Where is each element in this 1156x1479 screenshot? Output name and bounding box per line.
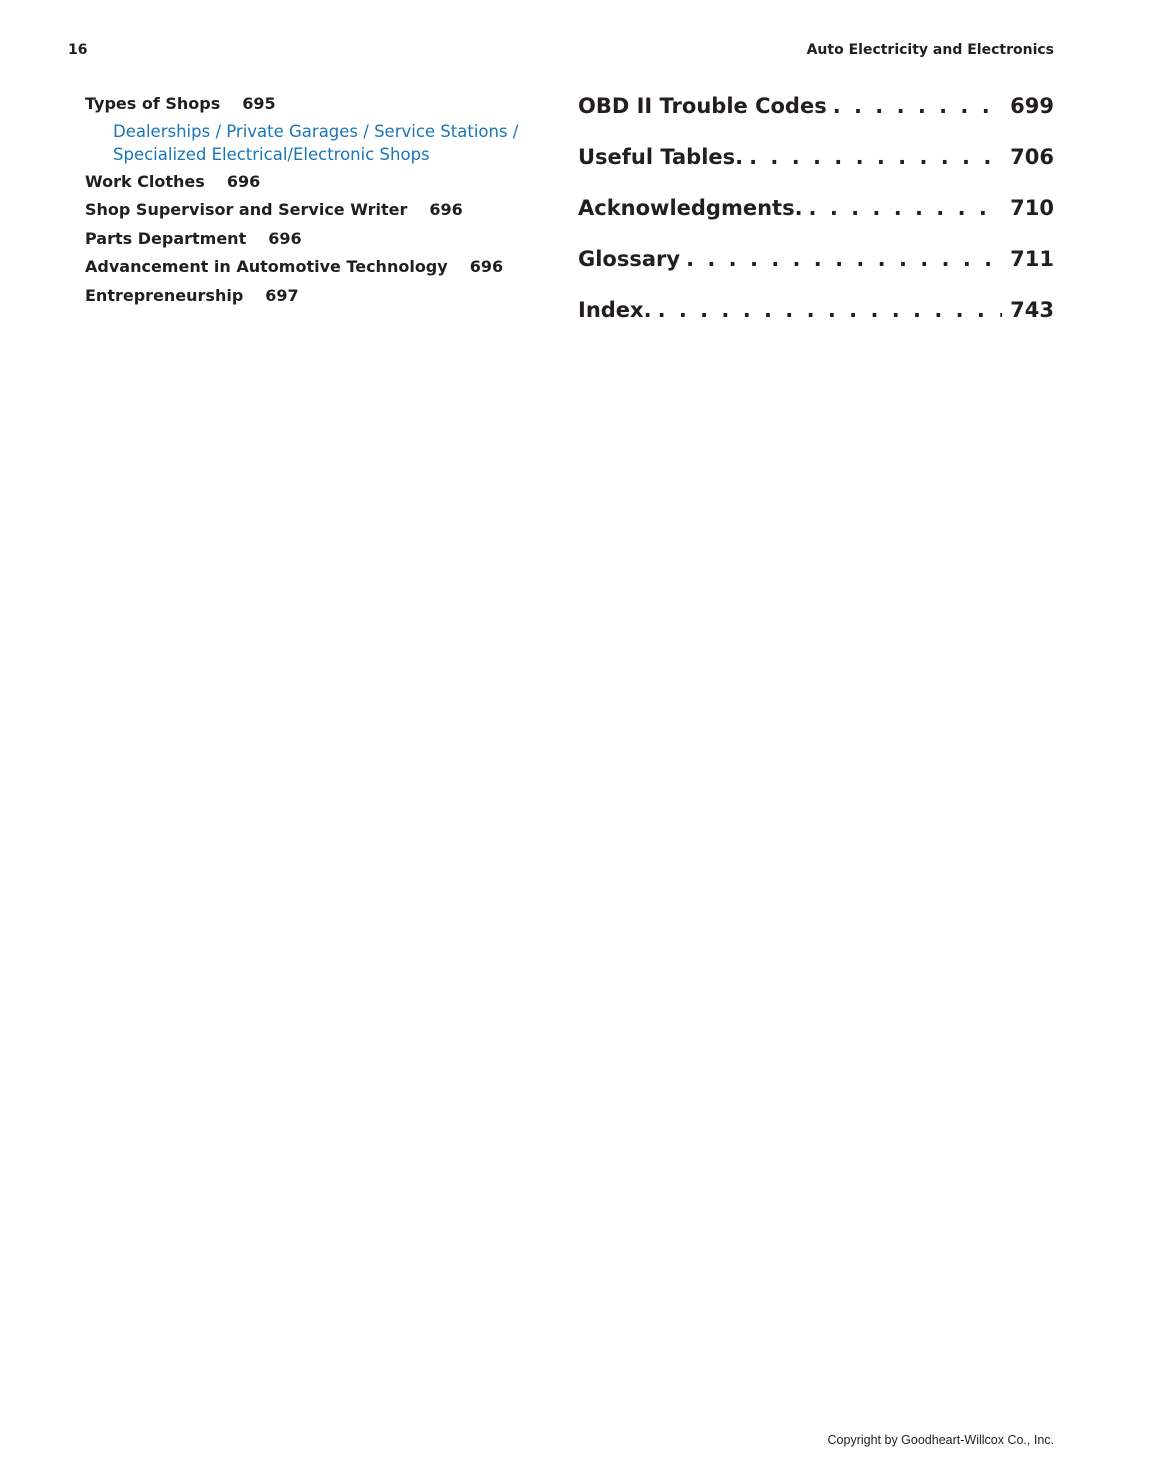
toc-main-entry-page: 710 (1010, 196, 1054, 220)
toc-left-column (85, 92, 525, 312)
dot-leader (833, 90, 1002, 122)
toc-entry-advancement (85, 255, 525, 279)
toc-entry-work-clothes (85, 170, 525, 194)
toc-entry-page: 696 (469, 257, 504, 276)
dot-leader (686, 243, 1002, 275)
toc-main-entry-title: Index. (578, 298, 652, 322)
toc-main-entry-page: 699 (1010, 94, 1054, 118)
running-head: Auto Electricity and Electronics (806, 42, 1054, 58)
toc-main-entry-glossary (578, 243, 1054, 294)
toc-main-entry-title: Acknowledgments. (578, 196, 803, 220)
toc-main-entry-index (578, 294, 1054, 345)
toc-main-entry-useful-tables (578, 141, 1054, 192)
toc-main-entry-title: Useful Tables. (578, 145, 744, 169)
toc-entry-types-of-shops (85, 92, 525, 116)
toc-entry-page: 696 (429, 200, 463, 219)
toc-subtopic-line: Dealerships / Private Garages / Service Stations / (113, 121, 519, 141)
toc-entry-entrepreneurship (85, 284, 525, 308)
page-number: 16 (68, 42, 88, 58)
toc-entry-shop-supervisor (85, 198, 525, 222)
toc-entry-title: Shop Supervisor and Service Writer (85, 200, 408, 219)
toc-subtopic-line: Specialized Electrical/Electronic Shops (113, 144, 430, 164)
toc-main-entry-title: Glossary (578, 247, 681, 271)
toc-entry-page: 695 (242, 94, 276, 113)
toc-subtopics (85, 120, 525, 166)
dot-leader (809, 192, 1003, 224)
toc-main-entry-page: 711 (1010, 247, 1054, 271)
toc-entry-page: 696 (268, 228, 302, 248)
copyright-notice: Copyright by Goodheart-Willcox Co., Inc. (827, 1433, 1054, 1447)
toc-entry-page: 697 (265, 285, 299, 305)
toc-right-column (578, 90, 1054, 345)
toc-main-entry-title: OBD II Trouble Codes (578, 94, 827, 118)
toc-entry-title: Entrepreneurship (85, 285, 244, 305)
toc-entry-page: 696 (226, 171, 261, 191)
toc-entry-title: Types of Shops (85, 94, 221, 113)
toc-entry-title: Parts Department (85, 228, 247, 248)
toc-main-entry-obd-codes (578, 90, 1054, 141)
dot-leader (749, 141, 1002, 173)
toc-main-entry-page: 743 (1010, 298, 1054, 322)
toc-entry-title: Work Clothes (85, 171, 205, 191)
dot-leader (658, 294, 1003, 326)
toc-entry-title: Advancement in Automotive Technology (85, 257, 448, 276)
toc-main-entry-acknowledgments (578, 192, 1054, 243)
toc-entry-parts-department (85, 227, 525, 251)
toc-main-entry-page: 706 (1010, 145, 1054, 169)
